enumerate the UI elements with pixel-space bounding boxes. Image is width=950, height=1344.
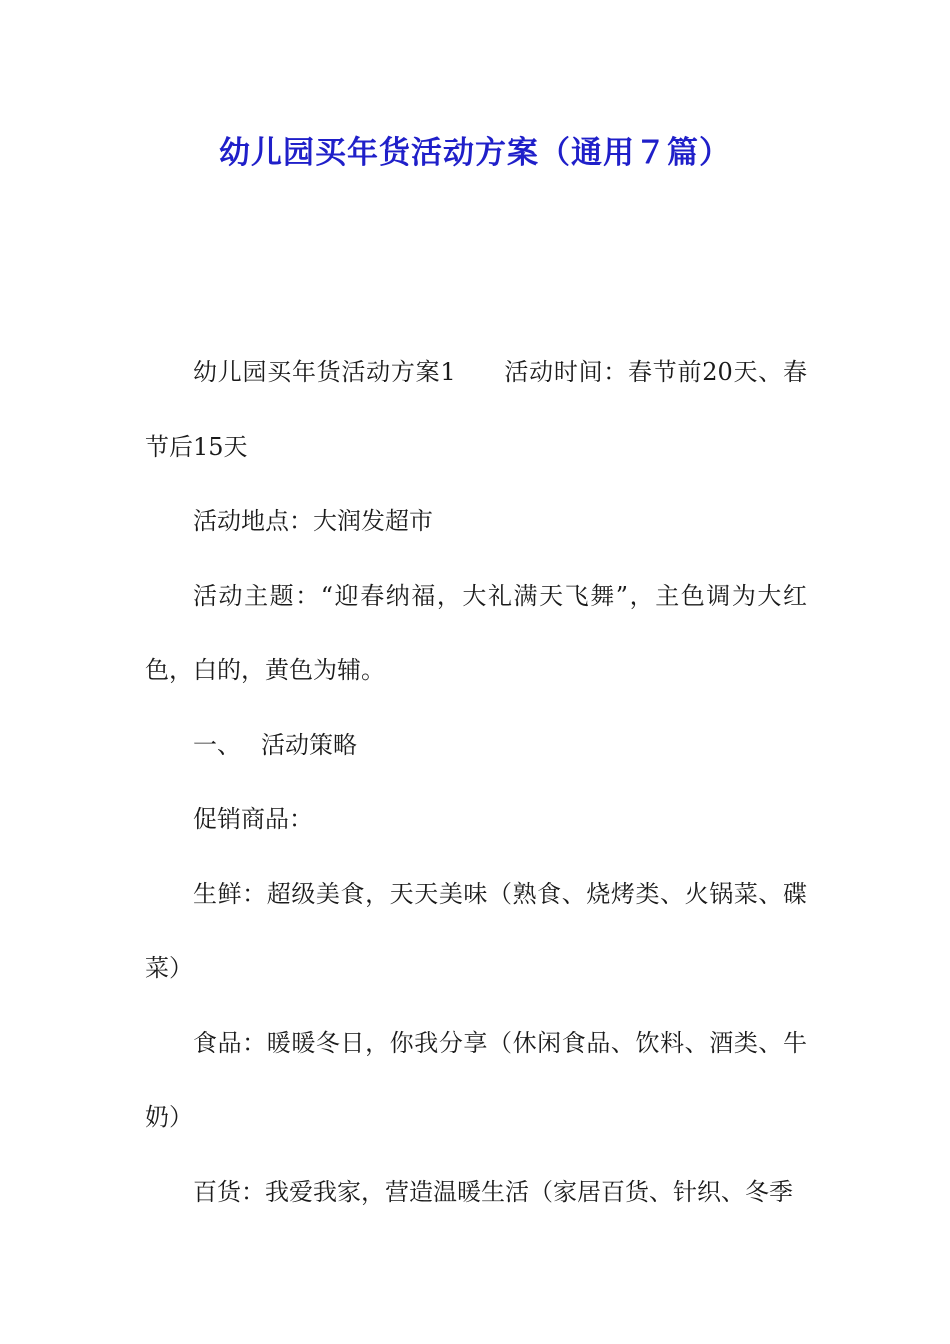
activity-time: 活动时间：春节前20天、春节后15天: [145, 358, 807, 461]
paragraph-activity-location: 活动地点：大润发超市: [193, 507, 433, 535]
paragraph-plan-1: [145, 335, 807, 484]
paragraph-activity-theme: 活动主题：“迎春纳福，大礼满天飞舞”，主色调为大红色，白的，黄色为辅。: [145, 581, 807, 684]
paragraph-section-strategy: [145, 708, 807, 783]
plan-1-heading: 幼儿园买年货活动方案1: [193, 358, 456, 386]
section-heading: 活动策略: [261, 730, 357, 759]
paragraph-general-merchandise: 百货：我爱我家，营造温暖生活（家居百货、针织、冬季: [193, 1177, 793, 1206]
section-number: 一、: [193, 730, 241, 759]
paragraph-promo-goods: 促销商品：: [193, 805, 313, 833]
document-title: 幼儿园买年货活动方案（通用７篇）: [219, 135, 731, 171]
paragraph-food: 食品：暖暖冬日，你我分享（休闲食品、饮料、酒类、牛奶）: [145, 1028, 807, 1131]
paragraph-fresh-food: 生鲜：超级美食，天天美味（熟食、烧烤类、火锅菜、碟菜）: [145, 879, 807, 982]
document-body: [145, 335, 807, 1229]
